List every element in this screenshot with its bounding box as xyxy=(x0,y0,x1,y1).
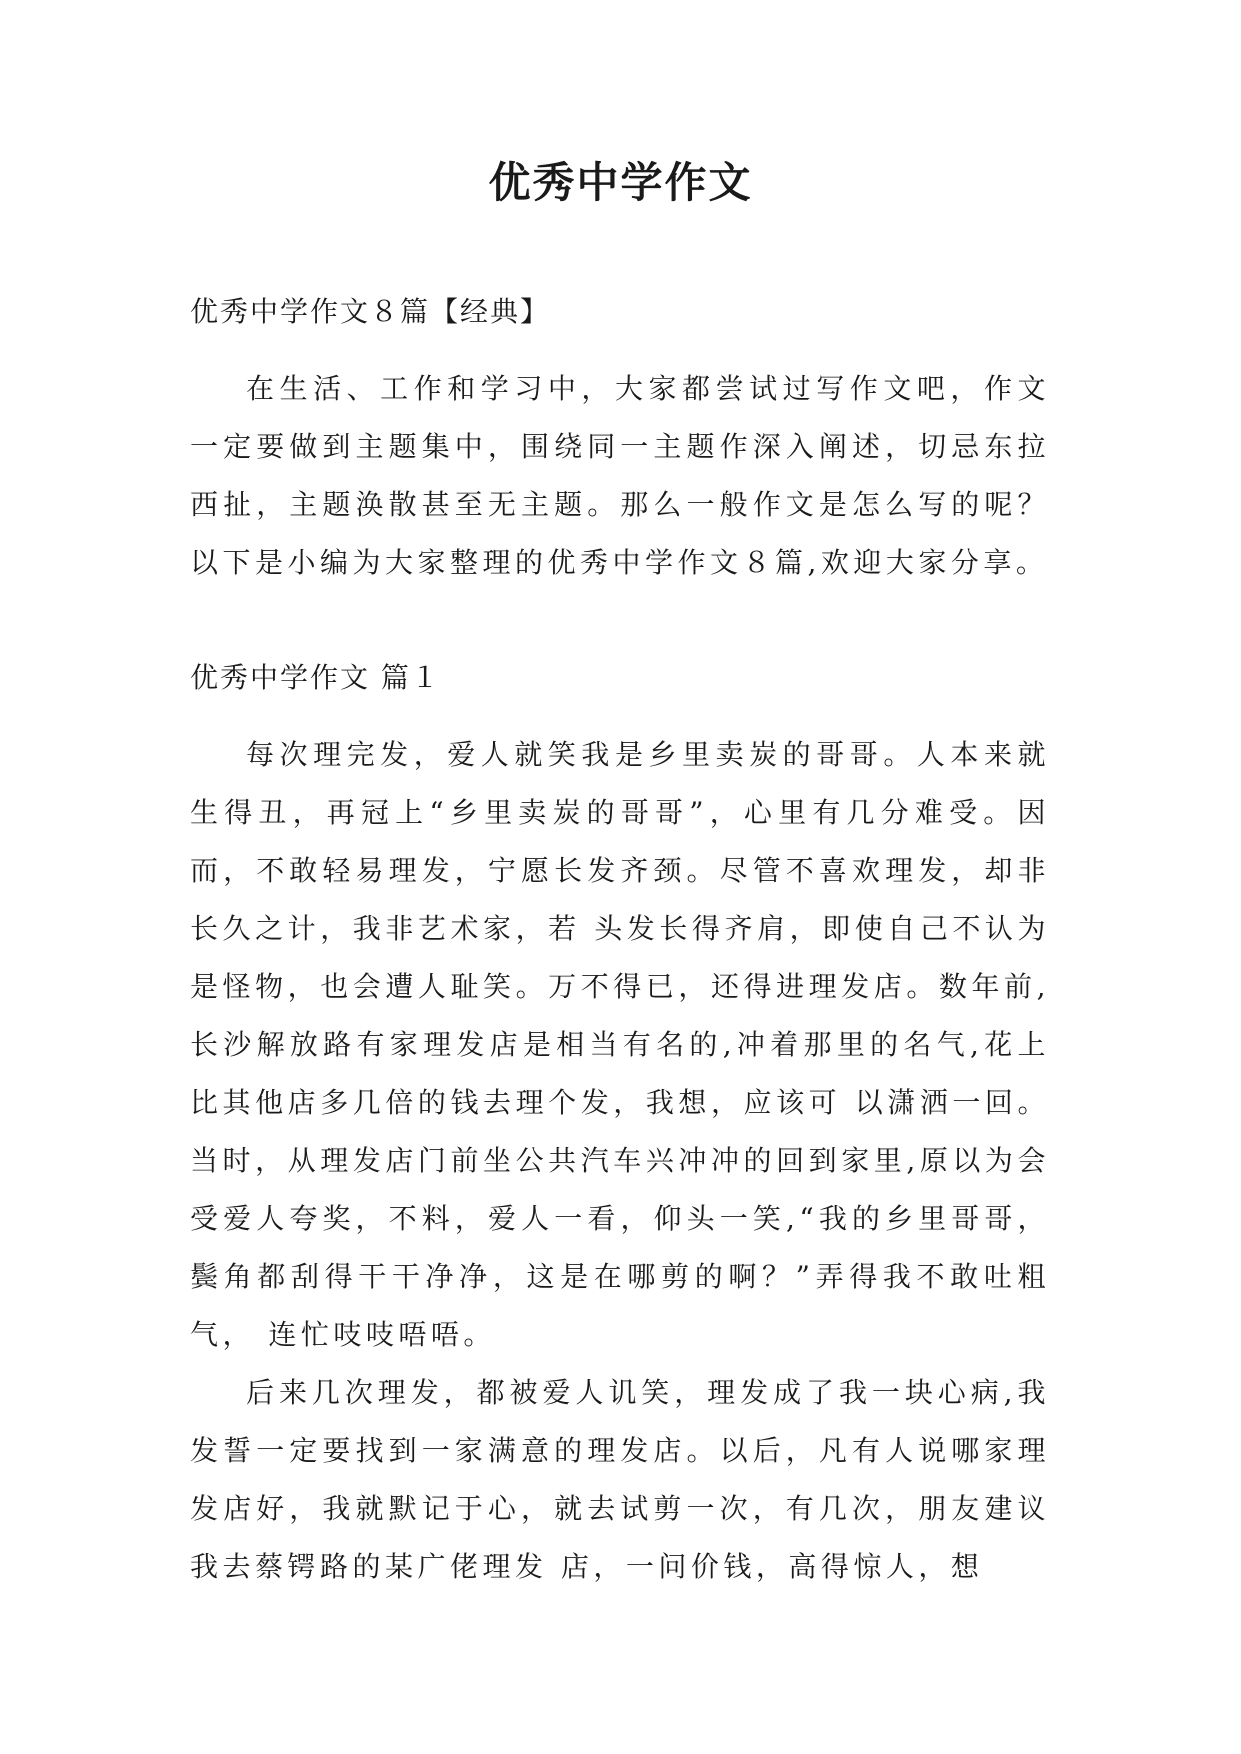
body-paragraph: 每次理完发，爱人就笑我是乡里卖炭的哥哥。人本来就生得丑，再冠上“乡里卖炭的哥哥”，心里有几分难受。因而，不敢轻易理发，宁愿长发齐颈。尽管不喜欢理发，却非长久之计，我非艺术家，若 头发长得齐肩，即使自己不认为是怪物，也会遭人耻笑。万不得已，还得进理发店。数年前,长沙解放路有家理发店是相当有名的,冲着那里的名气,花上比其他店多几倍的钱去理个发，我想，应该可 以潇洒一回。当时，从理发店门前坐公共汽车兴冲冲的回到家里,原以为会受爱人夸奖，不料，爱人一看，仰头一笑,“我的乡里哥哥，鬓角都刮得干干净净，这是在哪剪的啊？”弄得我不敢吐粗气， 连忙吱吱唔唔。 xyxy=(190,738,1050,1351)
document-subtitle: 优秀中学作文８篇【经典】 xyxy=(190,295,551,328)
document-body xyxy=(190,292,1050,1596)
intro-paragraph: 在生活、工作和学习中，大家都尝试过写作文吧，作文一定要做到主题集中，围绕同一主题作深入阐述，切忌东拉西扯，主题涣散甚至无主题。那么一般作文是怎么写的呢？以下是小编为大家整理的优秀中学作文８篇,欢迎大家分享。 xyxy=(190,372,1050,579)
section-spacer xyxy=(190,592,1050,658)
body-paragraph: 后来几次理发，都被爱人讥笑，理发成了我一块心病,我发誓一定要找到一家满意的理发店。以后，凡有人说哪家理发店好，我就默记于心，就去试剪一次，有几次，朋友建议我去蔡锷路的某广佬理发 店，一问价钱，高得惊人，想 xyxy=(190,1376,1050,1583)
section-heading: 优秀中学作文 篇１ xyxy=(190,661,441,694)
essay-section xyxy=(190,658,1050,1596)
page-title: 优秀中学作文 xyxy=(488,158,753,207)
